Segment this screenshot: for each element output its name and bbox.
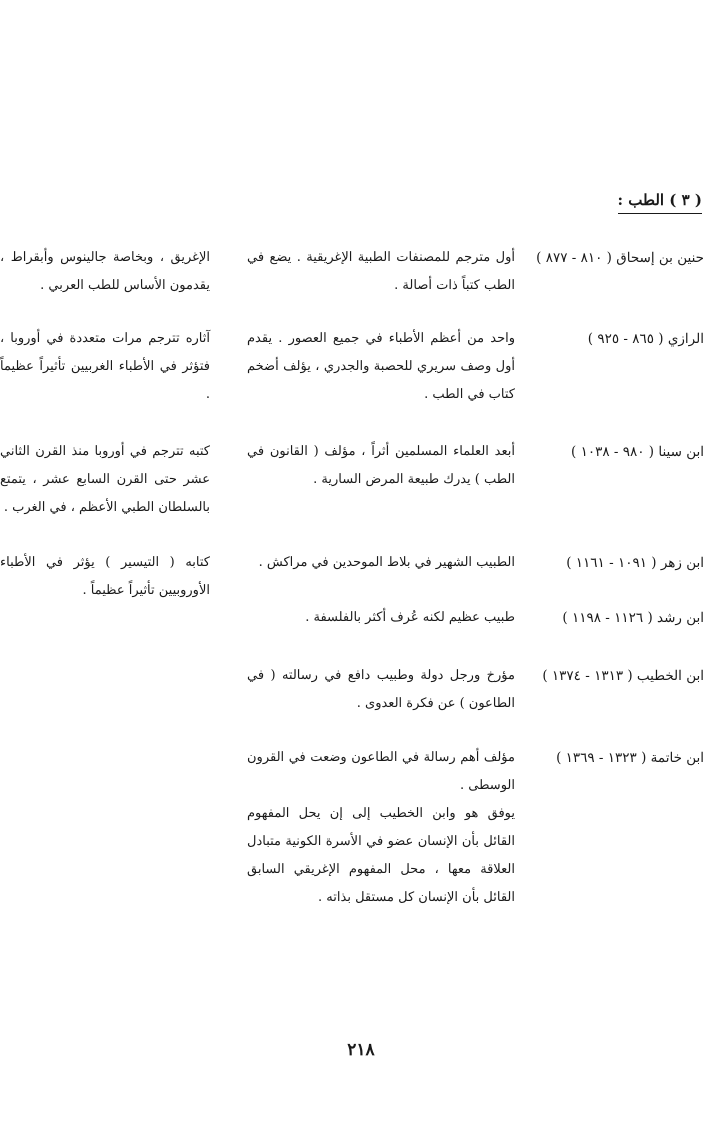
- entry-name: الرازي ( ٨٦٥ - ٩٢٥ ): [587, 331, 704, 347]
- entry-name: ابن رشد ( ١١٢٦ - ١١٩٨ ): [562, 610, 704, 626]
- entry-name: ابن زهر ( ١٠٩١ - ١١٦١ ): [566, 555, 704, 571]
- page-number: ٢١٨: [347, 1040, 375, 1060]
- entry-description: أول مترجم للمصنفات الطبية الإغريقية . يضع في الطب كتباً ذات أصالة .: [247, 250, 515, 293]
- section-heading: ( ٣ ) الطب :: [618, 191, 702, 214]
- entry-name: ابن سينا ( ٩٨٠ - ١٠٣٨ ): [571, 444, 704, 460]
- entry-description-main: مؤلف أهم رسالة في الطاعون وضعت في القرون الوسطى .: [247, 750, 515, 793]
- entry-impact: الإغريق ، وبخاصة جالينوس وأبقراط ، يقدمون الأساس للطب العربي .: [0, 250, 210, 293]
- entry-impact: كتبه تترجم في أوروبا منذ القرن الثاني عشر حتى القرن السابع عشر ، يتمتع بالسلطان الطبي الأعظم ، في الغرب .: [0, 444, 210, 515]
- entry-name: ابن خاتمة ( ١٣٢٣ - ١٣٦٩ ): [556, 750, 704, 766]
- entry-description: واحد من أعظم الأطباء في جميع العصور . يقدم أول وصف سريري للحصبة والجدري ، يؤلف أضخم كتاب في الطب .: [247, 331, 515, 402]
- entry-impact: آثاره تترجم مرات متعددة في أوروبا ، فتؤثر في الأطباء الغربيين تأثيراً عظيماً .: [0, 331, 210, 402]
- entry-description: أبعد العلماء المسلمين أثراً ، مؤلف ( القانون في الطب ) يدرك طبيعة المرض السارية .: [247, 444, 515, 487]
- entry-name: حنين بن إسحاق ( ٨١٠ - ٨٧٧ ): [536, 250, 704, 266]
- entry-description-extra: يوفق هو وابن الخطيب إلى إن يحل المفهوم القائل بأن الإنسان عضو في الأسرة الكونية متبادل العلاقة معها ، محل المفهوم الإغريقي السابق القائل بأن الإنسان كل مستقل بذاته .: [247, 806, 515, 905]
- entry-description: [247, 744, 515, 912]
- entry-name: ابن الخطيب ( ١٣١٣ - ١٣٧٤ ): [542, 668, 704, 684]
- entry-description: الطبيب الشهير في بلاط الموحدين في مراكش .: [258, 555, 515, 570]
- entry-description: مؤرخ ورجل دولة وطبيب دافع في رسالته ( في الطاعون ) عن فكرة العدوى .: [247, 668, 515, 711]
- entry-impact: كتابه ( التيسير ) يؤثر في الأطباء الأوروبيين تأثيراً عظيماً .: [0, 555, 210, 598]
- entry-description: طبيب عظيم لكنه عُرف أكثر بالفلسفة .: [305, 610, 515, 625]
